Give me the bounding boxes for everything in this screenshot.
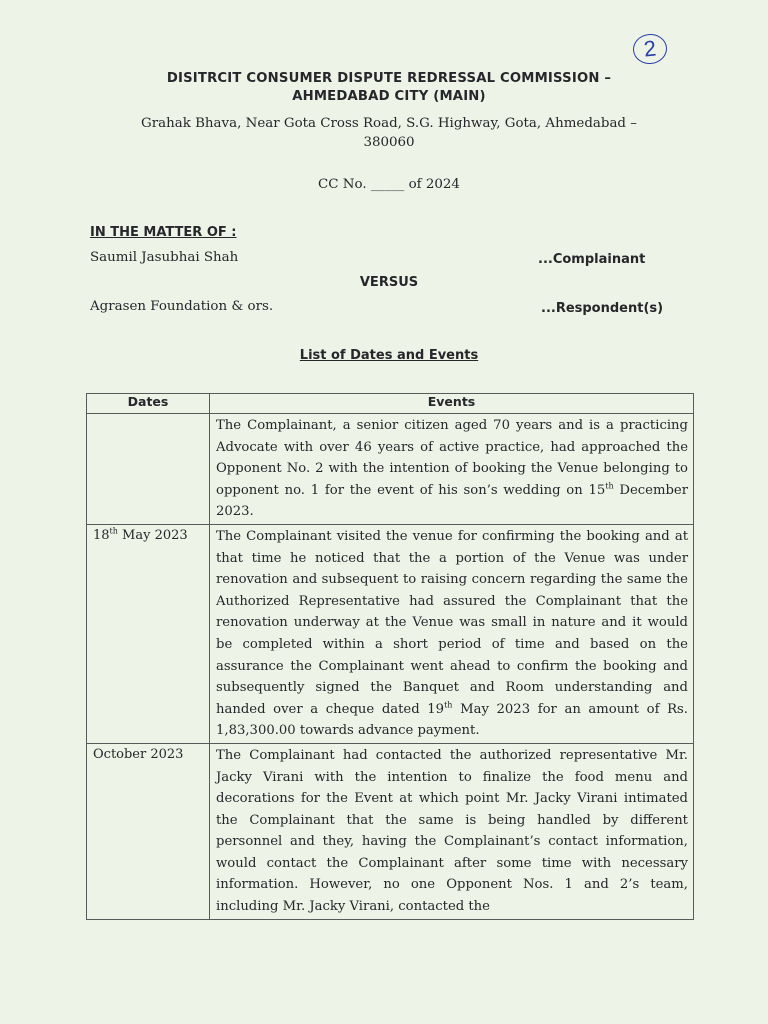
row-event-text-rest: May 2023 for an amount of Rs. 1,83,300.00 towards advance payment. bbox=[216, 701, 688, 739]
complainant-role: ...Complainant bbox=[538, 252, 646, 267]
row-event-text: The Complainant had contacted the authorized representative Mr. Jacky Virani with the intention to finalize the food menu and decorations for the Event at which point Mr. Jacky Virani intimated the Complainant that the same is being handled by different personnel and they, having the Complainant’s contact information, would contact the Complainant after some time with necessary information. However, no one Opponent Nos. 1 and 2’s team, including Mr. Jacky Virani, contacted the bbox=[216, 747, 688, 915]
row-date-text-rest: May 2023 bbox=[117, 527, 188, 543]
row-date-text: October 2023 bbox=[93, 746, 184, 762]
table-header-row bbox=[87, 394, 694, 414]
row-date-text: 18 bbox=[93, 527, 110, 543]
versus-label: VERSUS bbox=[359, 275, 419, 290]
commission-address bbox=[90, 114, 688, 152]
row-event-sup: th bbox=[444, 700, 453, 710]
row-date bbox=[87, 414, 210, 525]
table-row bbox=[87, 524, 694, 743]
row-event-text: The Complainant visited the venue for confirming the booking and at that time he noticed that the a portion of the Venue was under renovation and subsequent to raising concern regarding the same the Authorized Representative had assured the Complainant that the renovation underway at the Venue was small in nature and it would be completed within a short period of time and based on the assurance the Complainant went ahead to confirm the booking and subsequently signed the Banquet and Room understanding and handed over a cheque dated 19 bbox=[216, 528, 688, 717]
case-number: CC No. _____ of 2024 bbox=[318, 177, 460, 192]
address-line1: Grahak Bhava, Near Gota Cross Road, S.G. Highway, Gota, Ahmedabad – bbox=[141, 116, 637, 131]
table-row bbox=[87, 743, 694, 919]
matter-label: IN THE MATTER OF : bbox=[90, 225, 237, 240]
row-date-sup: th bbox=[109, 526, 118, 536]
commission-heading-line1: DISITRCIT CONSUMER DISPUTE REDRESSAL COMMISSION – bbox=[166, 71, 612, 86]
table-row bbox=[87, 414, 694, 525]
row-event-text-rest: December 2023. bbox=[216, 482, 688, 520]
header-dates: Dates bbox=[87, 394, 210, 414]
respondent-name: Agrasen Foundation & ors. bbox=[90, 299, 274, 314]
row-event-sup: th bbox=[605, 481, 614, 491]
row-event bbox=[210, 743, 694, 919]
commission-heading-line2: AHMEDABAD CITY (MAIN) bbox=[292, 89, 486, 104]
header-events: Events bbox=[210, 394, 694, 414]
respondent-role: ...Respondent(s) bbox=[541, 301, 664, 316]
row-event bbox=[210, 414, 694, 525]
address-line2: 380060 bbox=[363, 135, 415, 150]
complainant-name: Saumil Jasubhai Shah bbox=[90, 250, 239, 265]
row-event bbox=[210, 524, 694, 743]
page-number-mark: 2 bbox=[632, 32, 669, 65]
dates-events-table bbox=[86, 393, 694, 920]
list-title: List of Dates and Events bbox=[299, 348, 479, 363]
row-date bbox=[87, 524, 210, 743]
row-date bbox=[87, 743, 210, 919]
row-event-text: The Complainant, a senior citizen aged 70 years and is a practicing Advocate with over 46 years of active practice, had approached the Opponent No. 2 with the intention of booking the Venue belonging to opponent no. 1 for the event of his son’s wedding on 15 bbox=[216, 418, 688, 498]
